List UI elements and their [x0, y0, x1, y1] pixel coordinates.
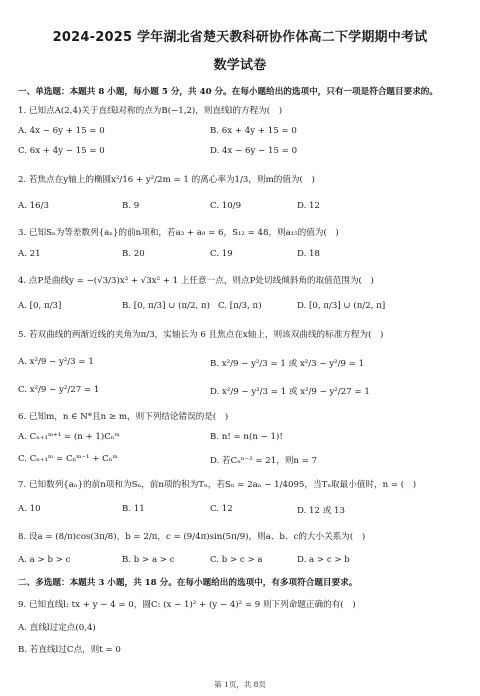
q7-option-a: A. 10 — [18, 504, 41, 514]
q9-option-a: A. 直线l过定点(0,4) — [18, 623, 96, 633]
q1-option-b: B. 6x + 4y + 15 = 0 — [210, 126, 297, 136]
q4-option-a: A. [0, π/3] — [18, 301, 62, 311]
section-single-choice: 一、单选题：本题共 8 小题，每小题 5 分，共 40 分。在每小题给出的选项中，只有一项是符合题目要求的。 — [18, 87, 438, 97]
q2-option-a: A. 16/3 — [18, 201, 49, 211]
q6-option-d: D. 若Cₙⁿ⁻² = 21，则n = 7 — [210, 456, 318, 466]
question-7: 7. 已知数列{aₙ}的前n项和为Sₙ，前n项的积为Tₙ，若Sₙ = 2aₙ − 1/4095，当Tₙ取最小值时，n = ( ) — [18, 480, 417, 490]
q3-option-a: A. 21 — [18, 249, 41, 259]
q5-option-c: C. x²/9 − y²/27 = 1 — [18, 385, 100, 395]
question-2: 2. 若焦点在y轴上的椭圆x²/16 + y²/2m = 1 的离心率为1/3，则m的值为( ) — [18, 175, 315, 185]
q6-option-c: C. Cₙ₊₁ᵐ = Cₙᵐ⁻¹ + Cₙᵐ — [18, 454, 118, 464]
q8-option-c: C. b > c > a — [210, 555, 263, 565]
exam-subtitle: 数学试卷 — [213, 58, 267, 73]
q8-option-b: B. b > a > c — [122, 555, 175, 565]
q3-option-b: B. 20 — [122, 249, 145, 259]
q6-option-b: B. n! = n(n − 1)! — [210, 432, 283, 442]
q8-option-d: D. a > c > b — [297, 555, 350, 565]
section-multi-choice: 二、多选题：本题共 3 小题，共 18 分。在每小题给出的选项中，有多项符合题目要求。 — [18, 578, 358, 588]
q4-option-b: B. [0, π/3] ∪ (π/2, π) — [122, 301, 210, 311]
question-4: 4. 点P是曲线y = −(√3/3)x³ + √3x² + 1 上任意一点，则点P处切线倾斜角的取值范围为( ) — [18, 276, 374, 286]
exam-title: 2024-2025 学年湖北省楚天教科研协作体高二下学期期中考试 — [52, 30, 428, 45]
q9-option-b: B. 若直线l过C点，则t = 0 — [18, 645, 121, 655]
q7-option-d: D. 12 或 13 — [297, 506, 345, 516]
q2-option-b: B. 9 — [122, 201, 140, 211]
q5-option-a: A. x²/9 − y²/3 = 1 — [18, 357, 94, 367]
q4-option-c: C. [π/3, π) — [218, 301, 262, 311]
question-3: 3. 已知Sₙ为等差数列{aₙ}的前n项和，若a₃ + a₉ = 6，S₁₂ = 48，则a₁₅的值为( ) — [18, 228, 339, 238]
q1-option-c: C. 6x + 4y − 15 = 0 — [18, 146, 105, 156]
question-1: 1. 已知点A(2,4)关于直线l对称的点为B(−1,2)，则直线l的方程为( ) — [18, 106, 283, 116]
question-6: 6. 已知m，n ∈ N*且n ≥ m，则下列结论错误的是( ) — [18, 412, 229, 422]
q7-option-c: C. 12 — [210, 504, 233, 514]
q3-option-c: C. 19 — [210, 249, 233, 259]
question-8: 8. 设a = (8/π)cos(3π/8)，b = 2/π，c = (9/4π)sin(5π/9)，则a、b、c的大小关系为( ) — [18, 532, 366, 542]
question-5: 5. 若双曲线的两渐近线的夹角为π/3，实轴长为 6 且焦点在x轴上，则该双曲线的标准方程为( ) — [18, 330, 384, 340]
q4-option-d: D. [0, π/3] ∪ (π/2, π] — [297, 301, 386, 311]
q2-option-d: D. 12 — [297, 201, 320, 211]
q3-option-d: D. 18 — [297, 249, 320, 259]
q1-option-d: D. 4x − 6y − 15 = 0 — [210, 146, 298, 156]
question-9: 9. 已知直线l: tx + y − 4 = 0，圆C: (x − 1)² + (y − 4)² = 9 则下列命题正确的有( ) — [18, 600, 356, 610]
q5-option-d: D. x²/9 − y²/3 = 1 或 x²/9 − y²/27 = 1 — [210, 387, 370, 397]
q2-option-c: C. 10/9 — [210, 201, 242, 211]
q6-option-a: A. Cₙ₊₁ᵐ⁺¹ = (n + 1)Cₙᵐ — [18, 432, 120, 442]
q7-option-b: B. 11 — [122, 504, 145, 514]
q8-option-a: A. a > b > c — [18, 555, 71, 565]
q1-option-a: A. 4x − 6y + 15 = 0 — [18, 126, 105, 136]
q5-option-b: B. x²/9 − y²/3 = 1 或 x²/3 − y²/9 = 1 — [210, 359, 365, 369]
page-footer: 第 1页，共 8页 — [214, 680, 266, 689]
